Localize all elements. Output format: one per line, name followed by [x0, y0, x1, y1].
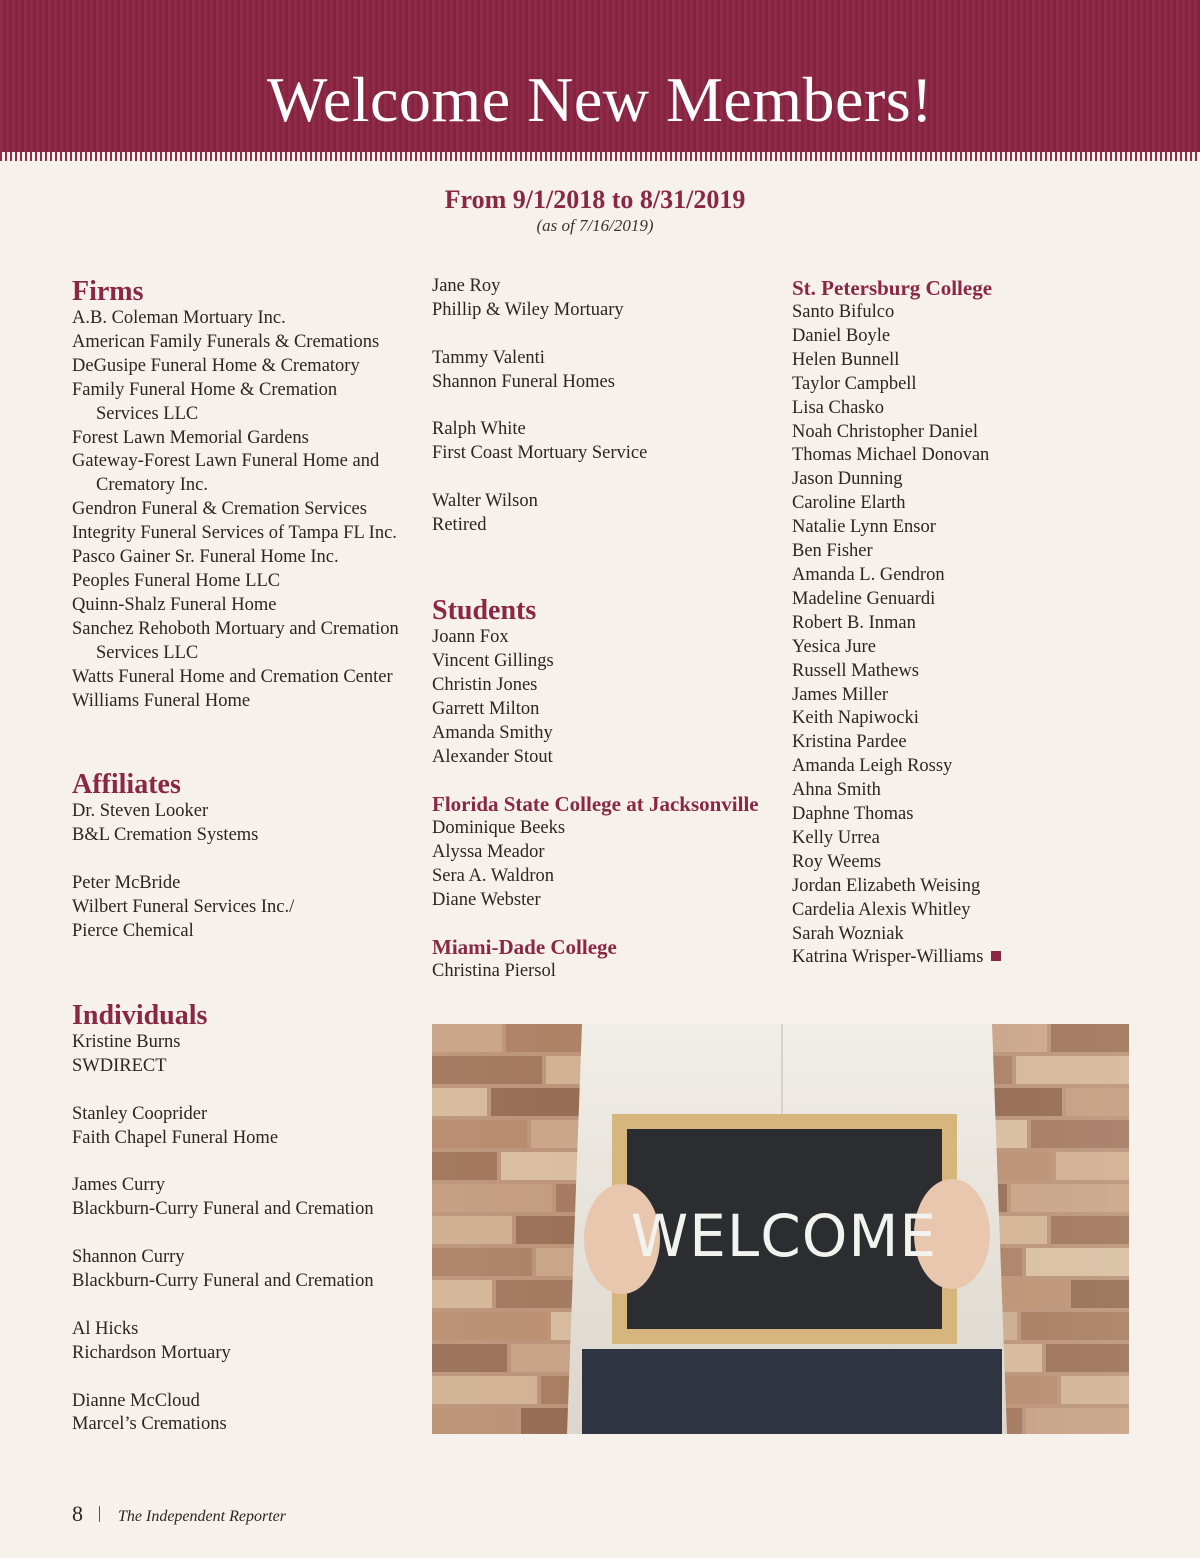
student-name: Christin Jones — [432, 674, 538, 695]
student-name: Alyssa Meador — [432, 841, 545, 862]
sign-text: WELCOME — [630, 1202, 938, 1270]
individual-company: Phillip & Wiley Mortuary — [432, 299, 624, 320]
student-name: Jordan Elizabeth Weising — [792, 875, 981, 896]
student-name: Lisa Chasko — [792, 397, 884, 418]
firm-item-continued: Crematory Inc. — [96, 475, 208, 496]
column-middle — [432, 275, 647, 538]
student-name: Robert B. Inman — [792, 612, 916, 633]
date-range: From 9/1/2018 to 8/31/2019 — [444, 185, 746, 214]
page-title: Welcome New Members! — [267, 64, 933, 135]
student-name: Daphne Thomas — [792, 804, 914, 825]
student-name: Santo Bifulco — [792, 302, 895, 322]
firm-item-continued: Services LLC — [96, 642, 199, 663]
student-name: Jason Dunning — [792, 469, 903, 490]
firm-item: Gendron Funeral & Cremation Services — [72, 499, 367, 520]
student-name: Keith Napiwocki — [792, 708, 919, 729]
individual-company: First Coast Mortuary Service — [432, 443, 648, 464]
page-footer — [72, 1500, 286, 1531]
individual-company: Richardson Mortuary — [72, 1342, 231, 1363]
student-name: Amanda Smithy — [432, 722, 553, 743]
spc-heading: St. Petersburg College — [792, 276, 993, 300]
student-name: Roy Weems — [792, 851, 882, 872]
firm-item: Forest Lawn Memorial Gardens — [72, 427, 309, 448]
individual-company: Retired — [432, 515, 487, 536]
end-mark-icon — [991, 951, 1001, 961]
firm-item: Integrity Funeral Services of Tampa FL Inc. — [72, 523, 397, 544]
firm-item: Peoples Funeral Home LLC — [72, 570, 281, 591]
student-name: Amanda Leigh Rossy — [792, 756, 953, 777]
student-name: Sera A. Waldron — [432, 865, 554, 886]
firm-item: Gateway-Forest Lawn Funeral Home and — [72, 451, 380, 472]
student-name: Madeline Genuardi — [792, 588, 936, 609]
student-name: Caroline Elarth — [792, 493, 906, 514]
student-name: Ben Fisher — [792, 541, 873, 562]
firm-item-continued: Services LLC — [96, 403, 199, 424]
student-name: James Miller — [792, 684, 889, 705]
student-name: Taylor Campbell — [792, 373, 917, 394]
individual-name: James Curry — [72, 1175, 165, 1196]
firm-item: Pasco Gainer Sr. Funeral Home Inc. — [72, 547, 339, 568]
publication-name: The Independent Reporter — [118, 1508, 286, 1525]
student-name-last — [792, 946, 1001, 970]
individual-name: Ralph White — [432, 419, 526, 440]
individual-name: Tammy Valenti — [432, 347, 545, 368]
student-name: Alexander Stout — [432, 746, 553, 767]
column-left — [72, 277, 399, 713]
students-heading: Students — [432, 595, 537, 626]
individual-name: Kristine Burns — [72, 1032, 181, 1052]
firm-item: Family Funeral Home & Cremation — [72, 379, 338, 400]
individual-company: Marcel’s Cremations — [72, 1414, 227, 1435]
page-number: 8 — [72, 1501, 83, 1526]
firm-item: DeGusipe Funeral Home & Crematory — [72, 355, 360, 376]
affiliate-company: Pierce Chemical — [72, 920, 194, 941]
individuals-heading: Individuals — [72, 1000, 208, 1031]
fscj-section — [432, 791, 759, 913]
firms-heading: Firms — [72, 276, 144, 307]
affiliate-company: Wilbert Funeral Services Inc./ — [72, 896, 295, 917]
student-name: Dominique Beeks — [432, 818, 566, 838]
individual-company: Blackburn-Curry Funeral and Cremation — [72, 1199, 374, 1220]
student-name: Cardelia Alexis Whitley — [792, 899, 971, 920]
student-name: Kristina Pardee — [792, 732, 907, 753]
banner-fringe — [0, 152, 1200, 161]
individual-name: Walter Wilson — [432, 491, 538, 512]
individual-name: Stanley Cooprider — [72, 1103, 208, 1124]
affiliate-name: Peter McBride — [72, 872, 181, 893]
student-name: Amanda L. Gendron — [792, 564, 945, 585]
student-name: Helen Bunnell — [792, 349, 900, 370]
footer-divider — [99, 1506, 100, 1522]
student-name: Diane Webster — [432, 889, 541, 910]
firm-item: Sanchez Rehoboth Mortuary and Cremation — [72, 618, 399, 639]
student-name: Joann Fox — [432, 627, 509, 647]
firm-item: A.B. Coleman Mortuary Inc. — [72, 308, 286, 328]
student-name: Thomas Michael Donovan — [792, 445, 990, 466]
individual-company: Faith Chapel Funeral Home — [72, 1127, 279, 1148]
welcome-photo-illustration — [432, 1024, 1129, 1434]
header-banner — [0, 0, 1200, 152]
individual-name: Jane Roy — [432, 276, 501, 296]
fscj-heading: Florida State College at Jacksonville — [432, 792, 759, 816]
student-name: Ahna Smith — [792, 780, 881, 801]
individual-company: SWDIRECT — [72, 1055, 167, 1076]
student-name: Daniel Boyle — [792, 325, 891, 346]
student-name: Vincent Gillings — [432, 650, 554, 671]
students-section — [432, 596, 554, 769]
student-name: Russell Mathews — [792, 660, 919, 681]
firm-item: Watts Funeral Home and Cremation Center — [72, 666, 393, 687]
affiliates-heading: Affiliates — [72, 769, 181, 800]
affiliate-company: B&L Cremation Systems — [72, 824, 259, 845]
firm-item: Williams Funeral Home — [72, 690, 251, 711]
student-name: Kelly Urrea — [792, 827, 880, 848]
student-name: Garrett Milton — [432, 698, 540, 719]
student-name: Katrina Wrisper-Williams — [792, 947, 984, 968]
individuals-section — [72, 1001, 374, 1437]
as-of-date: (as of 7/16/2019) — [536, 216, 654, 235]
firm-item: American Family Funerals & Cremations — [72, 331, 380, 352]
individual-name: Shannon Curry — [72, 1247, 185, 1268]
miami-dade-heading: Miami-Dade College — [432, 935, 617, 959]
individual-company: Shannon Funeral Homes — [432, 371, 615, 392]
affiliate-name: Dr. Steven Looker — [72, 801, 209, 821]
individual-company: Blackburn-Curry Funeral and Cremation — [72, 1271, 374, 1292]
student-name: Christina Piersol — [432, 961, 556, 981]
individual-name: Dianne McCloud — [72, 1390, 200, 1411]
miami-dade-section — [432, 934, 617, 984]
student-name: Natalie Lynn Ensor — [792, 517, 936, 538]
affiliates-section — [72, 770, 294, 943]
firm-item: Quinn-Shalz Funeral Home — [72, 594, 277, 615]
welcome-photo — [432, 1024, 1129, 1434]
student-name: Yesica Jure — [792, 636, 876, 657]
student-name: Sarah Wozniak — [792, 923, 904, 944]
student-name: Noah Christopher Daniel — [792, 421, 978, 442]
spc-section — [792, 275, 1001, 970]
individual-name: Al Hicks — [72, 1318, 139, 1339]
